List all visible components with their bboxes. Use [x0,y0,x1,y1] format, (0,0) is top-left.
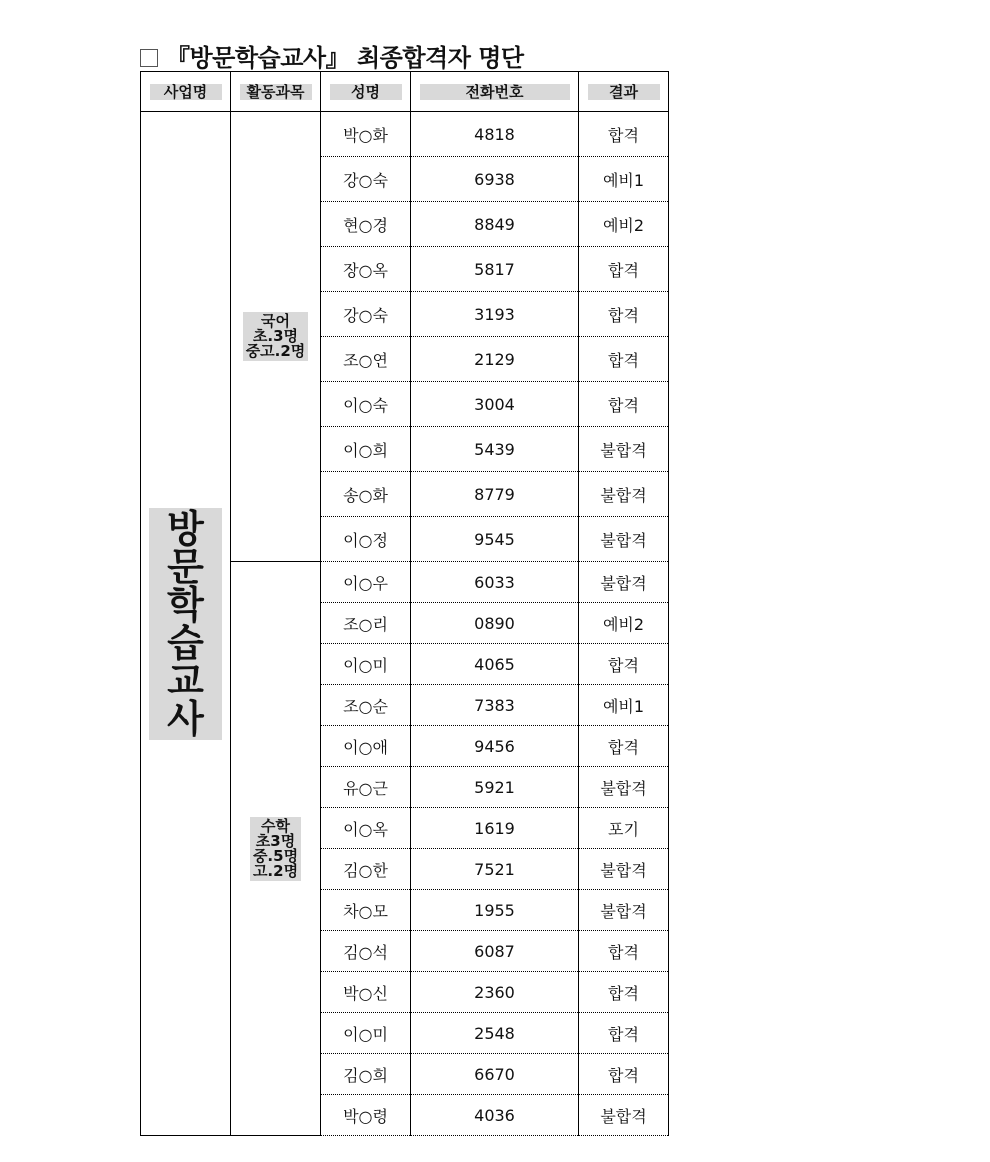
business-char: 교 [167,658,204,703]
cell-result: 합격 [579,247,669,292]
cell-phone: 0890 [411,603,579,644]
cell-result: 예비1 [579,157,669,202]
cell-result: 합격 [579,382,669,427]
cell-result: 합격 [579,1013,669,1054]
cell-phone: 5817 [411,247,579,292]
cell-phone: 8849 [411,202,579,247]
cell-name: 조○연 [321,337,411,382]
cell-result: 합격 [579,644,669,685]
header-business: 사업명 [141,72,231,112]
cell-result: 합격 [579,112,669,157]
cell-phone: 3004 [411,382,579,427]
business-char: 습 [167,620,204,665]
business-name [149,508,222,740]
subject-line: 수학 [261,816,290,835]
checkbox-square-icon [140,49,158,67]
cell-result: 불합격 [579,767,669,808]
cell-name: 조○순 [321,685,411,726]
cell-result: 불합격 [579,849,669,890]
subject-line: 국어 [261,312,290,330]
header-row [141,72,669,112]
cell-phone: 6087 [411,931,579,972]
cell-name: 이○정 [321,517,411,562]
cell-phone: 9456 [411,726,579,767]
cell-name: 이○숙 [321,382,411,427]
cell-phone: 2548 [411,1013,579,1054]
cell-name: 유○근 [321,767,411,808]
cell-result: 합격 [579,337,669,382]
header-phone: 전화번호 [411,72,579,112]
cell-phone: 6670 [411,1054,579,1095]
header-name: 성명 [321,72,411,112]
cell-result: 불합격 [579,562,669,603]
cell-phone: 1619 [411,808,579,849]
subject-line: 초.3명 [252,327,299,345]
cell-phone: 7383 [411,685,579,726]
cell-phone: 2129 [411,337,579,382]
cell-name: 송○화 [321,472,411,517]
cell-result: 합격 [579,972,669,1013]
header-subject: 활동과목 [231,72,321,112]
cell-name: 이○미 [321,644,411,685]
cell-result: 합격 [579,726,669,767]
business-char: 문 [167,544,204,589]
cell-result: 불합격 [579,427,669,472]
subject-line: 초3명 [255,831,296,850]
cell-name: 이○옥 [321,808,411,849]
cell-phone: 4065 [411,644,579,685]
cell-phone: 6033 [411,562,579,603]
subject-cell [231,562,321,1136]
cell-result: 불합격 [579,890,669,931]
cell-phone: 9545 [411,517,579,562]
cell-name: 이○애 [321,726,411,767]
cell-result: 예비2 [579,603,669,644]
business-cell [141,112,231,1136]
cell-name: 박○령 [321,1095,411,1136]
results-table [140,71,669,1136]
cell-name: 김○한 [321,849,411,890]
cell-name: 강○숙 [321,292,411,337]
cell-name: 조○리 [321,603,411,644]
cell-phone: 3193 [411,292,579,337]
cell-phone: 1955 [411,890,579,931]
cell-name: 강○숙 [321,157,411,202]
cell-phone: 6938 [411,157,579,202]
cell-result: 합격 [579,292,669,337]
cell-name: 장○옥 [321,247,411,292]
cell-result: 불합격 [579,517,669,562]
cell-phone: 8779 [411,472,579,517]
cell-name: 이○우 [321,562,411,603]
cell-phone: 4036 [411,1095,579,1136]
cell-result: 예비1 [579,685,669,726]
cell-phone: 5921 [411,767,579,808]
business-char: 사 [167,696,204,741]
page-title [140,38,524,73]
business-char: 방 [167,506,204,551]
cell-name: 이○미 [321,1013,411,1054]
cell-name: 박○화 [321,112,411,157]
cell-name: 이○희 [321,427,411,472]
title-text: 『방문학습교사』 최종합격자 명단 [166,43,524,72]
header-result: 결과 [579,72,669,112]
cell-phone: 4818 [411,112,579,157]
cell-result: 예비2 [579,202,669,247]
cell-result: 합격 [579,931,669,972]
cell-result: 불합격 [579,472,669,517]
subject-line: 고.2명 [252,861,299,880]
cell-name: 김○희 [321,1054,411,1095]
cell-result: 합격 [579,1054,669,1095]
cell-phone: 5439 [411,427,579,472]
cell-name: 차○모 [321,890,411,931]
table-row [141,112,669,157]
subject-label [250,817,301,881]
cell-phone: 2360 [411,972,579,1013]
subject-line: 중.5명 [252,846,299,865]
cell-phone: 7521 [411,849,579,890]
subject-line: 중고.2명 [245,342,306,360]
subject-label [243,312,309,361]
cell-name: 현○경 [321,202,411,247]
cell-name: 박○신 [321,972,411,1013]
subject-cell [231,112,321,562]
cell-name: 김○석 [321,931,411,972]
cell-result: 포기 [579,808,669,849]
cell-result: 불합격 [579,1095,669,1136]
business-char: 학 [167,582,204,627]
